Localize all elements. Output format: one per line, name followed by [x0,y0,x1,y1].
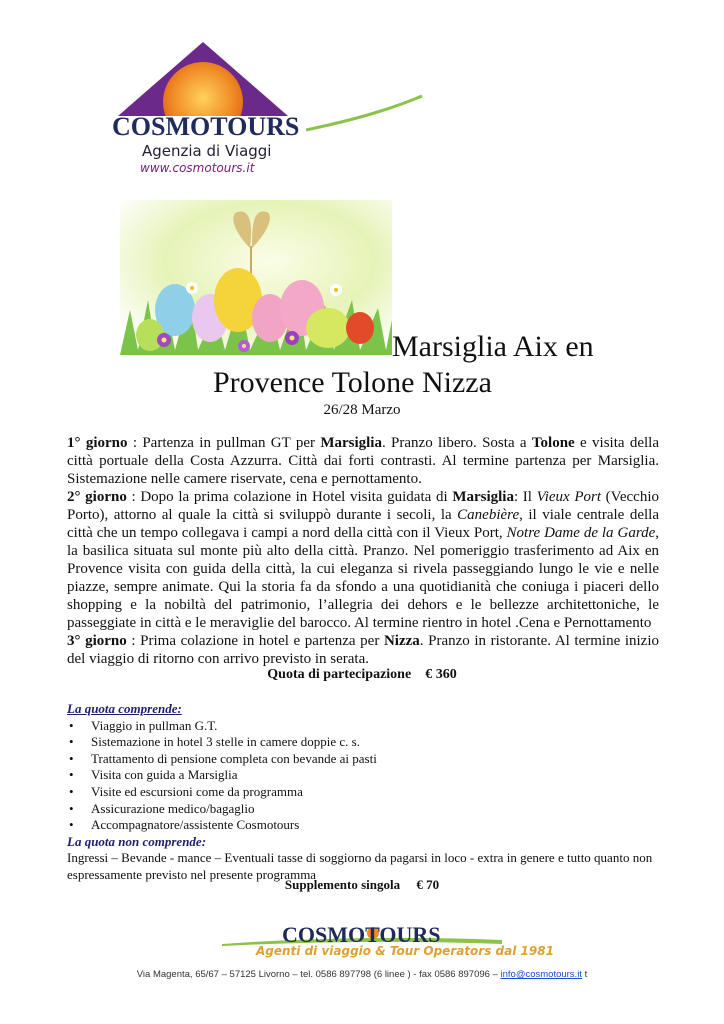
supplement-value: € 70 [416,877,440,892]
footer-brand: COSMOTOURS [282,922,441,947]
day-text: : Il [513,489,537,505]
single-supplement-line [0,877,724,893]
email-link[interactable]: info@cosmotours.it [500,969,582,980]
day-text: : Dopo la prima colazione in Hotel visita guidata di [126,489,453,505]
day-text: . Pranzo in ristorante. Al termine inizio del viaggio di ritorno con arrivo previsto in serata. [67,633,659,667]
list-item: • Visita con guida a Marsiglia [67,767,667,784]
day-text: , la basilica situata sul monte più alto della città. Pranzo. Nel pomeriggio trasferimento ad Aix en Provence visita con guida della città, la cui eleganza si rivela passeggiando lungo le vie e nelle piazze, sempre animate. Qui la storia fa da sfondo a una quotidianità che coniuga i piaceri dello shopping e la nobiltà del patrimonio, l’allegria dei dehors e le bellezze architettoniche, le passeggiate in città e le meraviglie del barocco. Al termine rientro in hotel .Cena e Pernottamento [67,525,660,631]
title-line-1: Marsiglia Aix en [392,330,594,363]
footer-address: Via Magenta, 65/67 – 57125 Livorno – tel. 0586 897798 (6 linee ) - fax 0586 897096 – [136,969,501,980]
list-item: • Accompagnatore/assistente Cosmotours [67,817,667,834]
place-name: Marsiglia [320,435,382,451]
supplement-label: Supplemento singola [284,877,401,892]
place-name: Vieux Port [536,489,602,505]
title-line-2: Provence Tolone Nizza [213,366,492,399]
day-text: : Partenza in pullman GT per [127,435,321,451]
price-line [0,667,724,683]
logo-brand: COSMOTOURS [112,112,300,141]
place-name: Nizza [383,633,420,649]
list-item: • Trattamento di pensione completa con bevande ai pasti [67,751,667,768]
day-text: e visita della città portuale della Costa Azzurra. Città dai forti contrasti. Al termine partenza per Marsiglia. Sistemazione nelle camere riservate, cena e pernottamento. [67,435,660,487]
logo-triangle-sun-icon [108,42,298,122]
place-name: Marsiglia [452,489,514,505]
day-2 [67,488,659,632]
list-item: • Sistemazione in hotel 3 stelle in camere doppie c. s. [67,734,667,751]
place-name: Tolone [531,435,575,451]
day-text: (Vecchio Porto), attorno al quale la città si sviluppò durante i secoli, la [67,489,659,523]
day-label: 2° giorno [67,489,127,505]
day-text: . Pranzo libero. Sosta a [381,435,532,451]
day-text: , il viale centrale della città che un tempo collegava i campi a nord della città con il Vieux Port, [67,507,659,541]
includes-section [67,701,667,884]
includes-heading: La quota comprende: [67,701,182,716]
place-name: Notre Dame de la Garde [506,525,656,541]
logo-url: www.cosmotours.it [140,161,255,175]
not-included-text: Ingressi – Bevande - mance – Eventuali tasse di soggiorno da pagarsi in loco - extra in genere e tutto quanto non espressamente previsto nel presente programma [67,850,653,882]
not-included-heading: La quota non comprende: [67,833,207,849]
trip-date: 26/28 Marzo [323,402,401,418]
day-text: : Prima colazione in hotel e partenza per [126,633,384,649]
logo-subtitle: Agenzia di Viaggi [142,142,272,160]
list-item: • Viaggio in pullman G.T. [67,718,667,735]
day-label: 1° giorno [67,435,128,451]
footer-logo [222,922,554,960]
day-label: 3° giorno [67,633,127,649]
footer-suffix: t [581,969,588,980]
day-1 [67,434,659,488]
logo-swoosh-icon [304,94,424,134]
itinerary [67,434,659,668]
day-3 [67,632,659,668]
list-item: • Visite ed escursioni come da programma [67,784,667,801]
place-name: Canebière [457,507,520,523]
price-value: € 360 [425,667,457,682]
includes-list [67,718,667,834]
footer-tagline: Agenti di viaggio & Tour Operators dal 1981 [256,944,554,958]
agency-logo [108,42,300,175]
price-label: Quota di partecipazione [267,667,412,682]
list-item: • Assicurazione medico/bagaglio [67,801,667,818]
easter-eggs-image [120,200,392,355]
footer-contact [0,969,724,980]
